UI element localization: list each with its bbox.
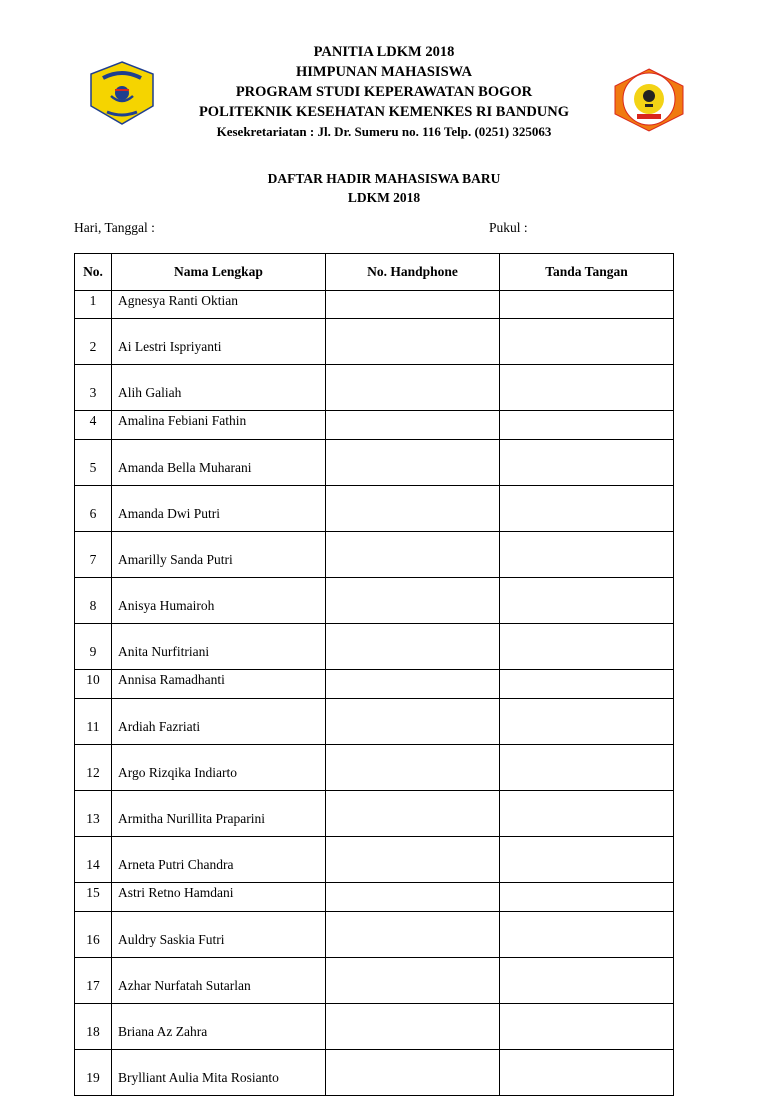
phone-cell[interactable] <box>326 365 500 411</box>
table-row <box>75 958 674 1004</box>
table-row <box>75 745 674 791</box>
table-row <box>75 486 674 532</box>
table-row <box>75 883 674 912</box>
phone-cell[interactable] <box>326 440 500 486</box>
table-row <box>75 411 674 440</box>
row-number: 15 <box>75 883 112 912</box>
signature-cell[interactable] <box>500 883 674 912</box>
row-name: Auldry Saskia Futri <box>112 912 326 958</box>
row-name: Arneta Putri Chandra <box>112 837 326 883</box>
row-number: 10 <box>75 670 112 699</box>
row-number: 4 <box>75 411 112 440</box>
row-name: Ai Lestri Ispriyanti <box>112 319 326 365</box>
secretariat-address: Kesekretariatan : Jl. Dr. Sumeru no. 116 Telp. (0251) 325063 <box>216 124 552 139</box>
signature-cell[interactable] <box>500 699 674 745</box>
phone-cell[interactable] <box>326 883 500 912</box>
phone-cell[interactable] <box>326 411 500 440</box>
phone-cell[interactable] <box>326 670 500 699</box>
phone-cell[interactable] <box>326 1004 500 1050</box>
table-row <box>75 837 674 883</box>
signature-cell[interactable] <box>500 958 674 1004</box>
signature-cell[interactable] <box>500 411 674 440</box>
row-number: 8 <box>75 578 112 624</box>
row-name: Argo Rizqika Indiarto <box>112 745 326 791</box>
table-row <box>75 670 674 699</box>
row-name: Amanda Dwi Putri <box>112 486 326 532</box>
phone-cell[interactable] <box>326 532 500 578</box>
signature-cell[interactable] <box>500 837 674 883</box>
institution-name: POLITEKNIK KESEHATAN KEMENKES RI BANDUNG <box>198 104 570 120</box>
table-row <box>75 365 674 411</box>
table-row <box>75 791 674 837</box>
signature-cell[interactable] <box>500 365 674 411</box>
signature-cell[interactable] <box>500 791 674 837</box>
table-row <box>75 532 674 578</box>
document-title-line2: LDKM 2018 <box>347 190 421 205</box>
signature-cell[interactable] <box>500 532 674 578</box>
row-number: 2 <box>75 319 112 365</box>
row-name: Ardiah Fazriati <box>112 699 326 745</box>
signature-cell[interactable] <box>500 670 674 699</box>
row-number: 16 <box>75 912 112 958</box>
row-name: Annisa Ramadhanti <box>112 670 326 699</box>
header-phone-number: No. Handphone <box>326 254 500 291</box>
row-name: Anita Nurfitriani <box>112 624 326 670</box>
signature-cell[interactable] <box>500 486 674 532</box>
phone-cell[interactable] <box>326 291 500 319</box>
phone-cell[interactable] <box>326 837 500 883</box>
study-program-name: PROGRAM STUDI KEPERAWATAN BOGOR <box>235 84 533 100</box>
phone-cell[interactable] <box>326 745 500 791</box>
table-header-row <box>75 254 674 291</box>
table-row <box>75 291 674 319</box>
table-row <box>75 1050 674 1096</box>
row-number: 3 <box>75 365 112 411</box>
phone-cell[interactable] <box>326 486 500 532</box>
row-name: Armitha Nurillita Praparini <box>112 791 326 837</box>
row-number: 14 <box>75 837 112 883</box>
document-title <box>0 169 768 207</box>
signature-cell[interactable] <box>500 319 674 365</box>
phone-cell[interactable] <box>326 791 500 837</box>
time-label: Pukul : <box>489 220 528 235</box>
row-name: Astri Retno Hamdani <box>112 883 326 912</box>
row-name: Briana Az Zahra <box>112 1004 326 1050</box>
row-name: Amarilly Sanda Putri <box>112 532 326 578</box>
letterhead <box>0 42 768 142</box>
date-label: Hari, Tanggal : <box>74 220 155 235</box>
header-full-name: Nama Lengkap <box>112 254 326 291</box>
attendance-table <box>74 253 674 1096</box>
phone-cell[interactable] <box>326 624 500 670</box>
phone-cell[interactable] <box>326 1050 500 1096</box>
row-number: 6 <box>75 486 112 532</box>
signature-cell[interactable] <box>500 291 674 319</box>
table-row <box>75 440 674 486</box>
row-number: 18 <box>75 1004 112 1050</box>
signature-cell[interactable] <box>500 440 674 486</box>
signature-cell[interactable] <box>500 745 674 791</box>
row-name: Azhar Nurfatah Sutarlan <box>112 958 326 1004</box>
phone-cell[interactable] <box>326 912 500 958</box>
row-number: 11 <box>75 699 112 745</box>
phone-cell[interactable] <box>326 578 500 624</box>
signature-cell[interactable] <box>500 578 674 624</box>
row-number: 7 <box>75 532 112 578</box>
table-row <box>75 699 674 745</box>
signature-cell[interactable] <box>500 624 674 670</box>
signature-cell[interactable] <box>500 912 674 958</box>
row-number: 12 <box>75 745 112 791</box>
table-row <box>75 624 674 670</box>
table-row <box>75 578 674 624</box>
row-name: Brylliant Aulia Mita Rosianto <box>112 1050 326 1096</box>
row-name: Amanda Bella Muharani <box>112 440 326 486</box>
signature-cell[interactable] <box>500 1004 674 1050</box>
row-number: 9 <box>75 624 112 670</box>
document-title-line1: DAFTAR HADIR MAHASISWA BARU <box>267 171 501 186</box>
row-number: 19 <box>75 1050 112 1096</box>
table-row <box>75 319 674 365</box>
signature-cell[interactable] <box>500 1050 674 1096</box>
row-name: Amalina Febiani Fathin <box>112 411 326 440</box>
table-row <box>75 1004 674 1050</box>
row-number: 5 <box>75 440 112 486</box>
phone-cell[interactable] <box>326 958 500 1004</box>
header-no: No. <box>75 254 112 291</box>
phone-cell[interactable] <box>326 699 500 745</box>
row-name: Alih Galiah <box>112 365 326 411</box>
phone-cell[interactable] <box>326 319 500 365</box>
header-signature: Tanda Tangan <box>500 254 674 291</box>
row-name: Anisya Humairoh <box>112 578 326 624</box>
row-name: Agnesya Ranti Oktian <box>112 291 326 319</box>
committee-name: PANITIA LDKM 2018 <box>313 44 455 60</box>
row-number: 13 <box>75 791 112 837</box>
row-number: 17 <box>75 958 112 1004</box>
row-number: 1 <box>75 291 112 319</box>
organization-name: HIMPUNAN MAHASISWA <box>295 64 473 80</box>
table-row <box>75 912 674 958</box>
